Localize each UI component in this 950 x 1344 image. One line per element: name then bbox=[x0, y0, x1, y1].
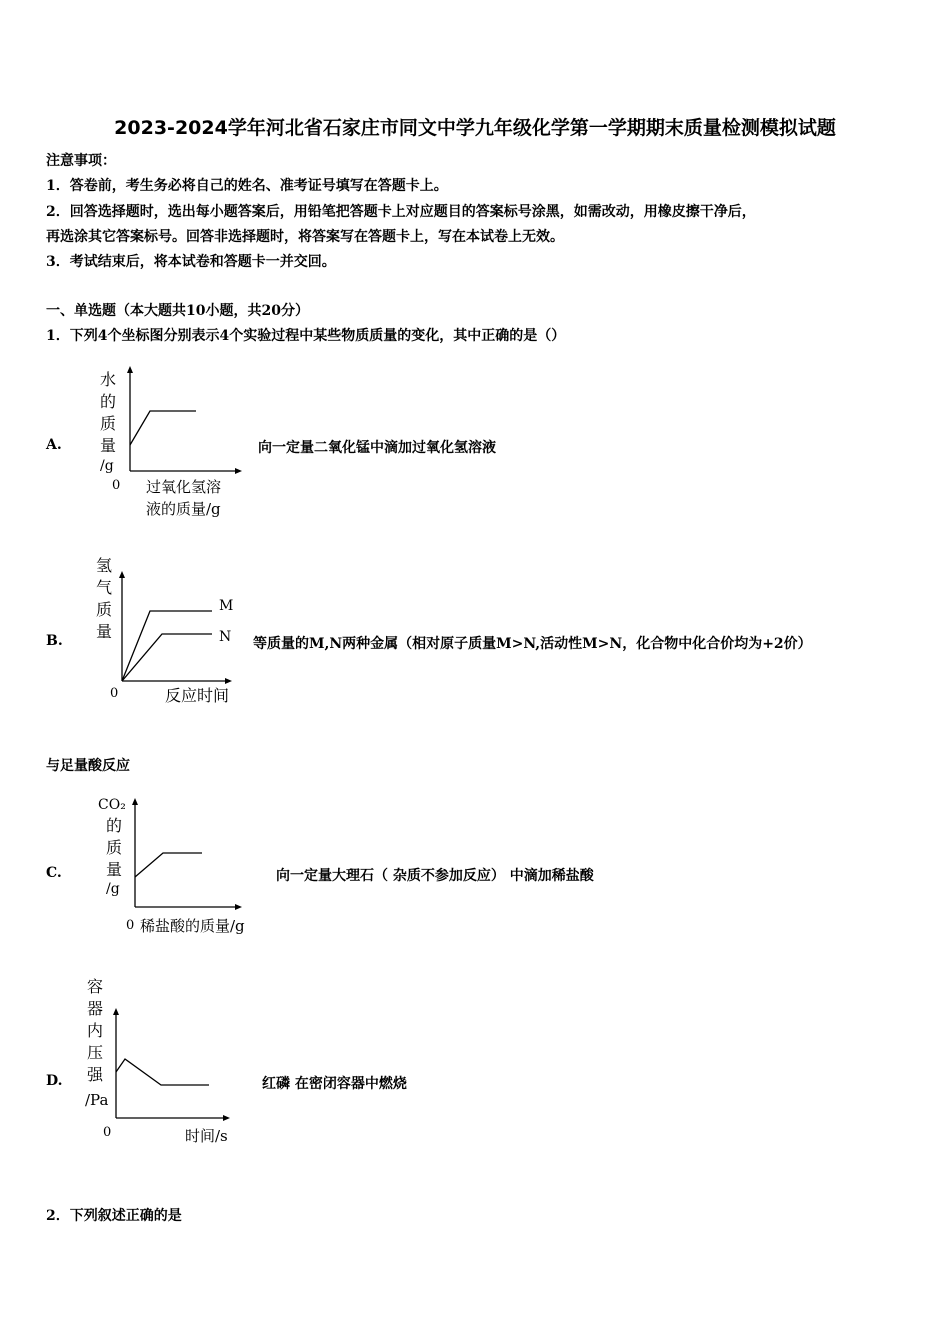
graph-c-y-arrow bbox=[132, 798, 138, 805]
svg-text:质: 质 bbox=[106, 838, 123, 857]
svg-text:质: 质 bbox=[96, 600, 113, 619]
notice-item-2: 2．回答选择题时，选出每小题答案后，用铅笔把答题卡上对应题目的答案标号涂黑，如需改动，用橡皮擦干净后， bbox=[46, 204, 756, 220]
graph-d-ylabel: 容 bbox=[87, 977, 104, 996]
graph-d-curve bbox=[116, 1059, 209, 1085]
option-c-label: C. bbox=[46, 865, 62, 881]
option-d-label: D. bbox=[46, 1073, 63, 1089]
graph-d-y-arrow bbox=[113, 1008, 119, 1015]
graph-b-curve-n bbox=[122, 634, 212, 681]
graph-d bbox=[85, 975, 245, 1150]
graph-a-x-arrow bbox=[235, 468, 242, 474]
graph-b-origin: 0 bbox=[110, 686, 119, 701]
graph-b-xlabel: 反应时间 bbox=[165, 686, 230, 705]
notice-heading: 注意事项： bbox=[46, 153, 116, 169]
graph-b bbox=[90, 553, 250, 713]
option-a-desc: 向一定量二氧化锰中滴加过氧化氢溶液 bbox=[258, 440, 496, 456]
notice-item-3: 3．考试结束后，将本试卷和答题卡一并交回。 bbox=[46, 254, 336, 270]
question-1-stem: 1．下列4个坐标图分别表示4个实验过程中某些物质质量的变化，其中正确的是（） bbox=[46, 328, 566, 344]
graph-c-curve bbox=[135, 853, 202, 877]
graph-c-xlabel: 稀盐酸的质量/g bbox=[140, 917, 245, 935]
notice-item-2-cont: 再选涂其它答案标号。回答非选择题时，将答案写在答题卡上，写在本试卷上无效。 bbox=[46, 229, 564, 245]
graph-b-x-arrow bbox=[225, 678, 232, 684]
graph-b-label-n: N bbox=[219, 629, 232, 645]
graph-d-origin: 0 bbox=[103, 1125, 112, 1140]
graph-d-x-arrow bbox=[223, 1115, 230, 1121]
svg-text:/g: /g bbox=[100, 458, 114, 474]
svg-text:压: 压 bbox=[87, 1043, 104, 1062]
svg-text:量: 量 bbox=[106, 860, 123, 879]
svg-text:质: 质 bbox=[100, 414, 117, 433]
graph-d-xlabel: 时间/s bbox=[185, 1127, 228, 1145]
graph-c bbox=[90, 795, 260, 945]
svg-text:/g: /g bbox=[106, 881, 120, 897]
svg-text:/Pa: /Pa bbox=[85, 1091, 109, 1109]
graph-a-curve bbox=[130, 411, 196, 445]
svg-text:内: 内 bbox=[87, 1021, 104, 1040]
svg-text:的: 的 bbox=[100, 392, 117, 411]
graph-b-curve-m bbox=[122, 611, 212, 681]
svg-text:量: 量 bbox=[100, 436, 117, 455]
graph-a bbox=[90, 365, 250, 525]
page-title: 2023-2024学年河北省石家庄市同文中学九年级化学第一学期期末质量检测模拟试题 bbox=[114, 117, 836, 139]
option-d-desc: 红磷 在密闭容器中燃烧 bbox=[262, 1076, 407, 1092]
svg-text:器: 器 bbox=[87, 999, 104, 1018]
svg-text:气: 气 bbox=[96, 578, 113, 597]
graph-a-y-arrow bbox=[127, 366, 133, 373]
graph-c-ylabel: 的 bbox=[106, 816, 123, 835]
graph-c-x-arrow bbox=[235, 904, 242, 910]
graph-a-xlabel: 过氧化氢溶 bbox=[146, 478, 222, 496]
graph-a-ylabel: 水 bbox=[100, 370, 117, 389]
graph-c-ylabel-top: CO₂ bbox=[98, 797, 126, 813]
graph-b-y-arrow bbox=[119, 571, 125, 578]
svg-text:强: 强 bbox=[87, 1065, 104, 1084]
graph-c-origin: 0 bbox=[126, 918, 135, 933]
option-a-label: A. bbox=[46, 437, 62, 453]
option-b-desc: 等质量的M,N两种金属（相对原子质量M>N,活动性M>N，化合物中化合价均为+2价） bbox=[253, 636, 812, 652]
svg-text:量: 量 bbox=[96, 622, 113, 641]
svg-text:液的质量/g: 液的质量/g bbox=[146, 500, 221, 518]
option-b-label: B. bbox=[46, 633, 63, 649]
option-c-desc: 向一定量大理石（ 杂质不参加反应） 中滴加稀盐酸 bbox=[276, 868, 594, 884]
section-heading: 一、单选题（本大题共10小题，共20分） bbox=[46, 303, 309, 319]
graph-b-label-m: M bbox=[219, 598, 234, 614]
option-b-desc-cont: 与足量酸反应 bbox=[46, 758, 130, 774]
graph-a-origin: 0 bbox=[112, 478, 121, 493]
graph-b-ylabel: 氢 bbox=[96, 556, 113, 575]
question-2-stem: 2．下列叙述正确的是 bbox=[46, 1208, 182, 1224]
notice-item-1: 1．答卷前，考生务必将自己的姓名、准考证号填写在答题卡上。 bbox=[46, 178, 448, 194]
